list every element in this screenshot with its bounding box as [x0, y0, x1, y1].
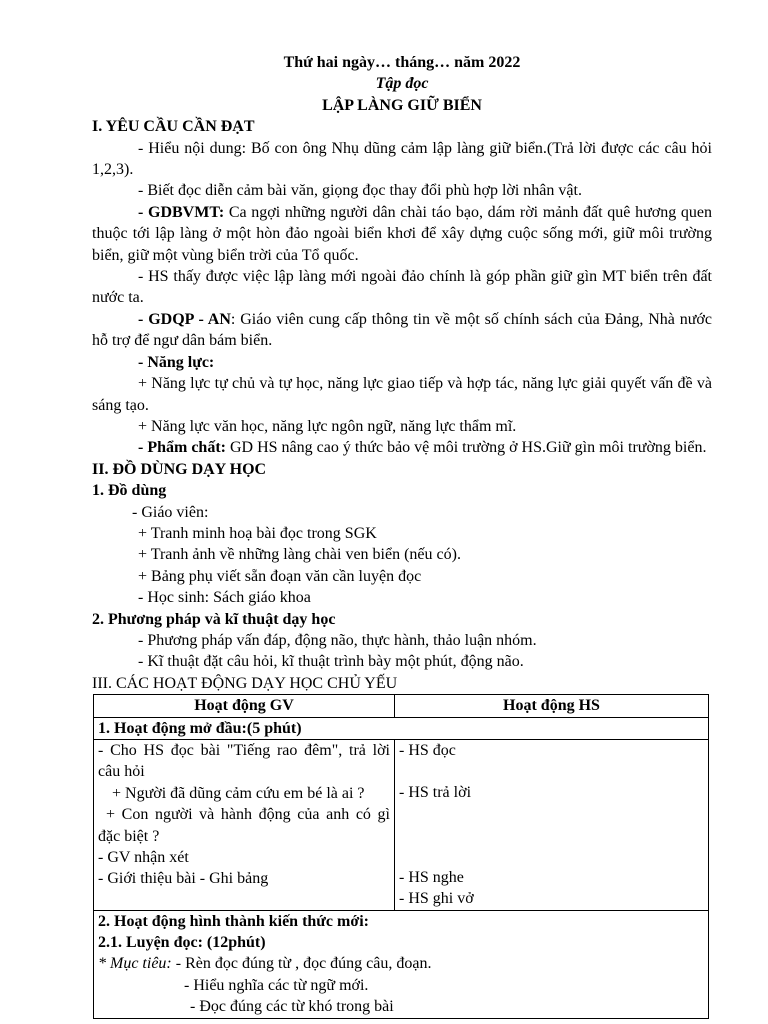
objective-content: - Hiểu nội dung: Bố con ông Nhụ dũng cảm lập làng giữ biển.(Trả lời được các câu hỏi 1,2,3). — [92, 139, 712, 179]
student-step: - HS đọc — [399, 742, 456, 759]
activity-new-knowledge-title: 2. Hoạt động hình thành kiến thức mới: — [98, 912, 369, 930]
objective-gdbvmt — [92, 202, 712, 266]
gdqp-text: : Giáo viên cung cấp thông tin về một số chính sách của Đảng, Nhà nước hỗ trợ để ngư dân bám biển. — [92, 310, 712, 350]
techniques-item: - Kĩ thuật đặt câu hỏi, kĩ thuật trình bày một phút, động não. — [138, 653, 524, 671]
activities-table — [93, 694, 709, 1018]
section-heading-requirements: I. YÊU CẦU CẦN ĐẠT — [92, 118, 255, 136]
gdqp-label: - GDQP - AN — [138, 310, 231, 328]
methods-subheading: 2. Phương pháp và kĩ thuật dạy học — [92, 610, 336, 628]
activity-warmup-title: 1. Hoạt động mở đầu:(5 phút) — [94, 717, 709, 739]
objective-reading: - Biết đọc diễn cảm bài văn, giọng đọc thay đổi phù hợp lời nhân vật. — [138, 182, 582, 200]
objective-line: - Đọc đúng các từ khó trong bài — [190, 998, 394, 1016]
student-step: - HS nghe — [399, 868, 464, 886]
section-heading-materials: II. ĐỒ DÙNG DẠY HỌC — [92, 460, 267, 478]
student-step: - HS trả lời — [399, 784, 472, 802]
subject-label: Tập đọc — [375, 75, 429, 93]
teacher-step: - Giới thiệu bài - Ghi bảng — [98, 870, 269, 888]
table-row — [94, 717, 709, 739]
header-teacher-activity: Hoạt động GV — [94, 695, 395, 717]
objective-line: - Hiểu nghĩa các từ ngữ mới. — [184, 976, 369, 994]
teacher-step: - GV nhận xét — [98, 849, 189, 867]
teacher-activity-cell — [94, 740, 395, 911]
gdbvmt-text: Ca ngợi những người dân chài táo bạo, dám rời mảnh đất quê hương quen thuộc tới lập làng ở một hòn đảo ngoài biển khơi để xây dựng cuộc sống mới, giữ môi trường biển, giữ một vùng biển trời của Tổ quốc. — [92, 203, 712, 264]
student-step: - HS ghi vở — [399, 890, 474, 908]
lesson-plan — [92, 52, 712, 1019]
gdbvmt-label: - GDBVMT: — [138, 203, 225, 221]
competency-general: + Năng lực tự chủ và tự học, năng lực giao tiếp và hợp tác, năng lực giải quyết vấn đề và sáng tạo. — [92, 375, 712, 414]
student-activity-cell — [395, 740, 709, 911]
lesson-title: LẬP LÀNG GIỮ BIỂN — [322, 96, 482, 114]
table-row — [94, 910, 709, 1018]
objective-label: * Mục tiêu: — [98, 955, 172, 973]
quality — [92, 437, 712, 458]
objective-gdqp — [92, 309, 712, 352]
activity-new-knowledge-cell — [94, 910, 709, 1018]
objective-text: - Rèn đọc đúng từ , đọc đúng câu, đoạn. — [171, 955, 432, 973]
teacher-material-item: + Bảng phụ viết sẵn đoạn văn cần luyện đọc — [138, 567, 422, 585]
teacher-material-item: + Tranh ảnh về những làng chài ven biển (nếu có). — [138, 546, 461, 564]
reading-practice-title: 2.1. Luyện đọc: (12phút) — [98, 934, 266, 952]
objective-environment: - HS thấy được việc lập làng mới ngoài đảo chính là góp phần giữ gìn MT biển trên đất nước ta. — [92, 268, 712, 307]
table-row — [94, 740, 709, 911]
teacher-step: + Con người và hành động của anh có gì đặc biệt ? — [98, 806, 390, 845]
materials-subheading: 1. Đồ dùng — [92, 482, 167, 500]
competency-specific: + Năng lực văn học, năng lực ngôn ngữ, năng lực thẩm mĩ. — [138, 417, 517, 435]
table-header-row — [94, 695, 709, 717]
teacher-step: + Người đã dũng cảm cứu em bé là ai ? — [112, 784, 365, 802]
header-student-activity: Hoạt động HS — [395, 695, 709, 717]
student-materials: - Học sinh: Sách giáo khoa — [138, 589, 311, 607]
section-heading-activities: III. CÁC HOẠT ĐỘNG DẠY HỌC CHỦ YẾU — [92, 674, 398, 692]
quality-text: GD HS nâng cao ý thức bảo vệ môi trường ở HS.Giữ gìn môi trường biển. — [225, 439, 707, 457]
teacher-materials-label: - Giáo viên: — [132, 503, 209, 521]
objective-line — [98, 953, 704, 974]
teacher-material-item: + Tranh minh hoạ bài đọc trong SGK — [138, 524, 377, 542]
methods-item: - Phương pháp vấn đáp, động não, thực hành, thảo luận nhóm. — [138, 631, 537, 649]
date-line: Thứ hai ngày… tháng… năm 2022 — [283, 54, 521, 71]
teacher-step: - Cho HS đọc bài "Tiếng rao đêm", trả lời câu hỏi — [98, 742, 390, 781]
competency-label: - Năng lực: — [138, 353, 215, 371]
quality-label: - Phẩm chất: — [138, 439, 226, 457]
